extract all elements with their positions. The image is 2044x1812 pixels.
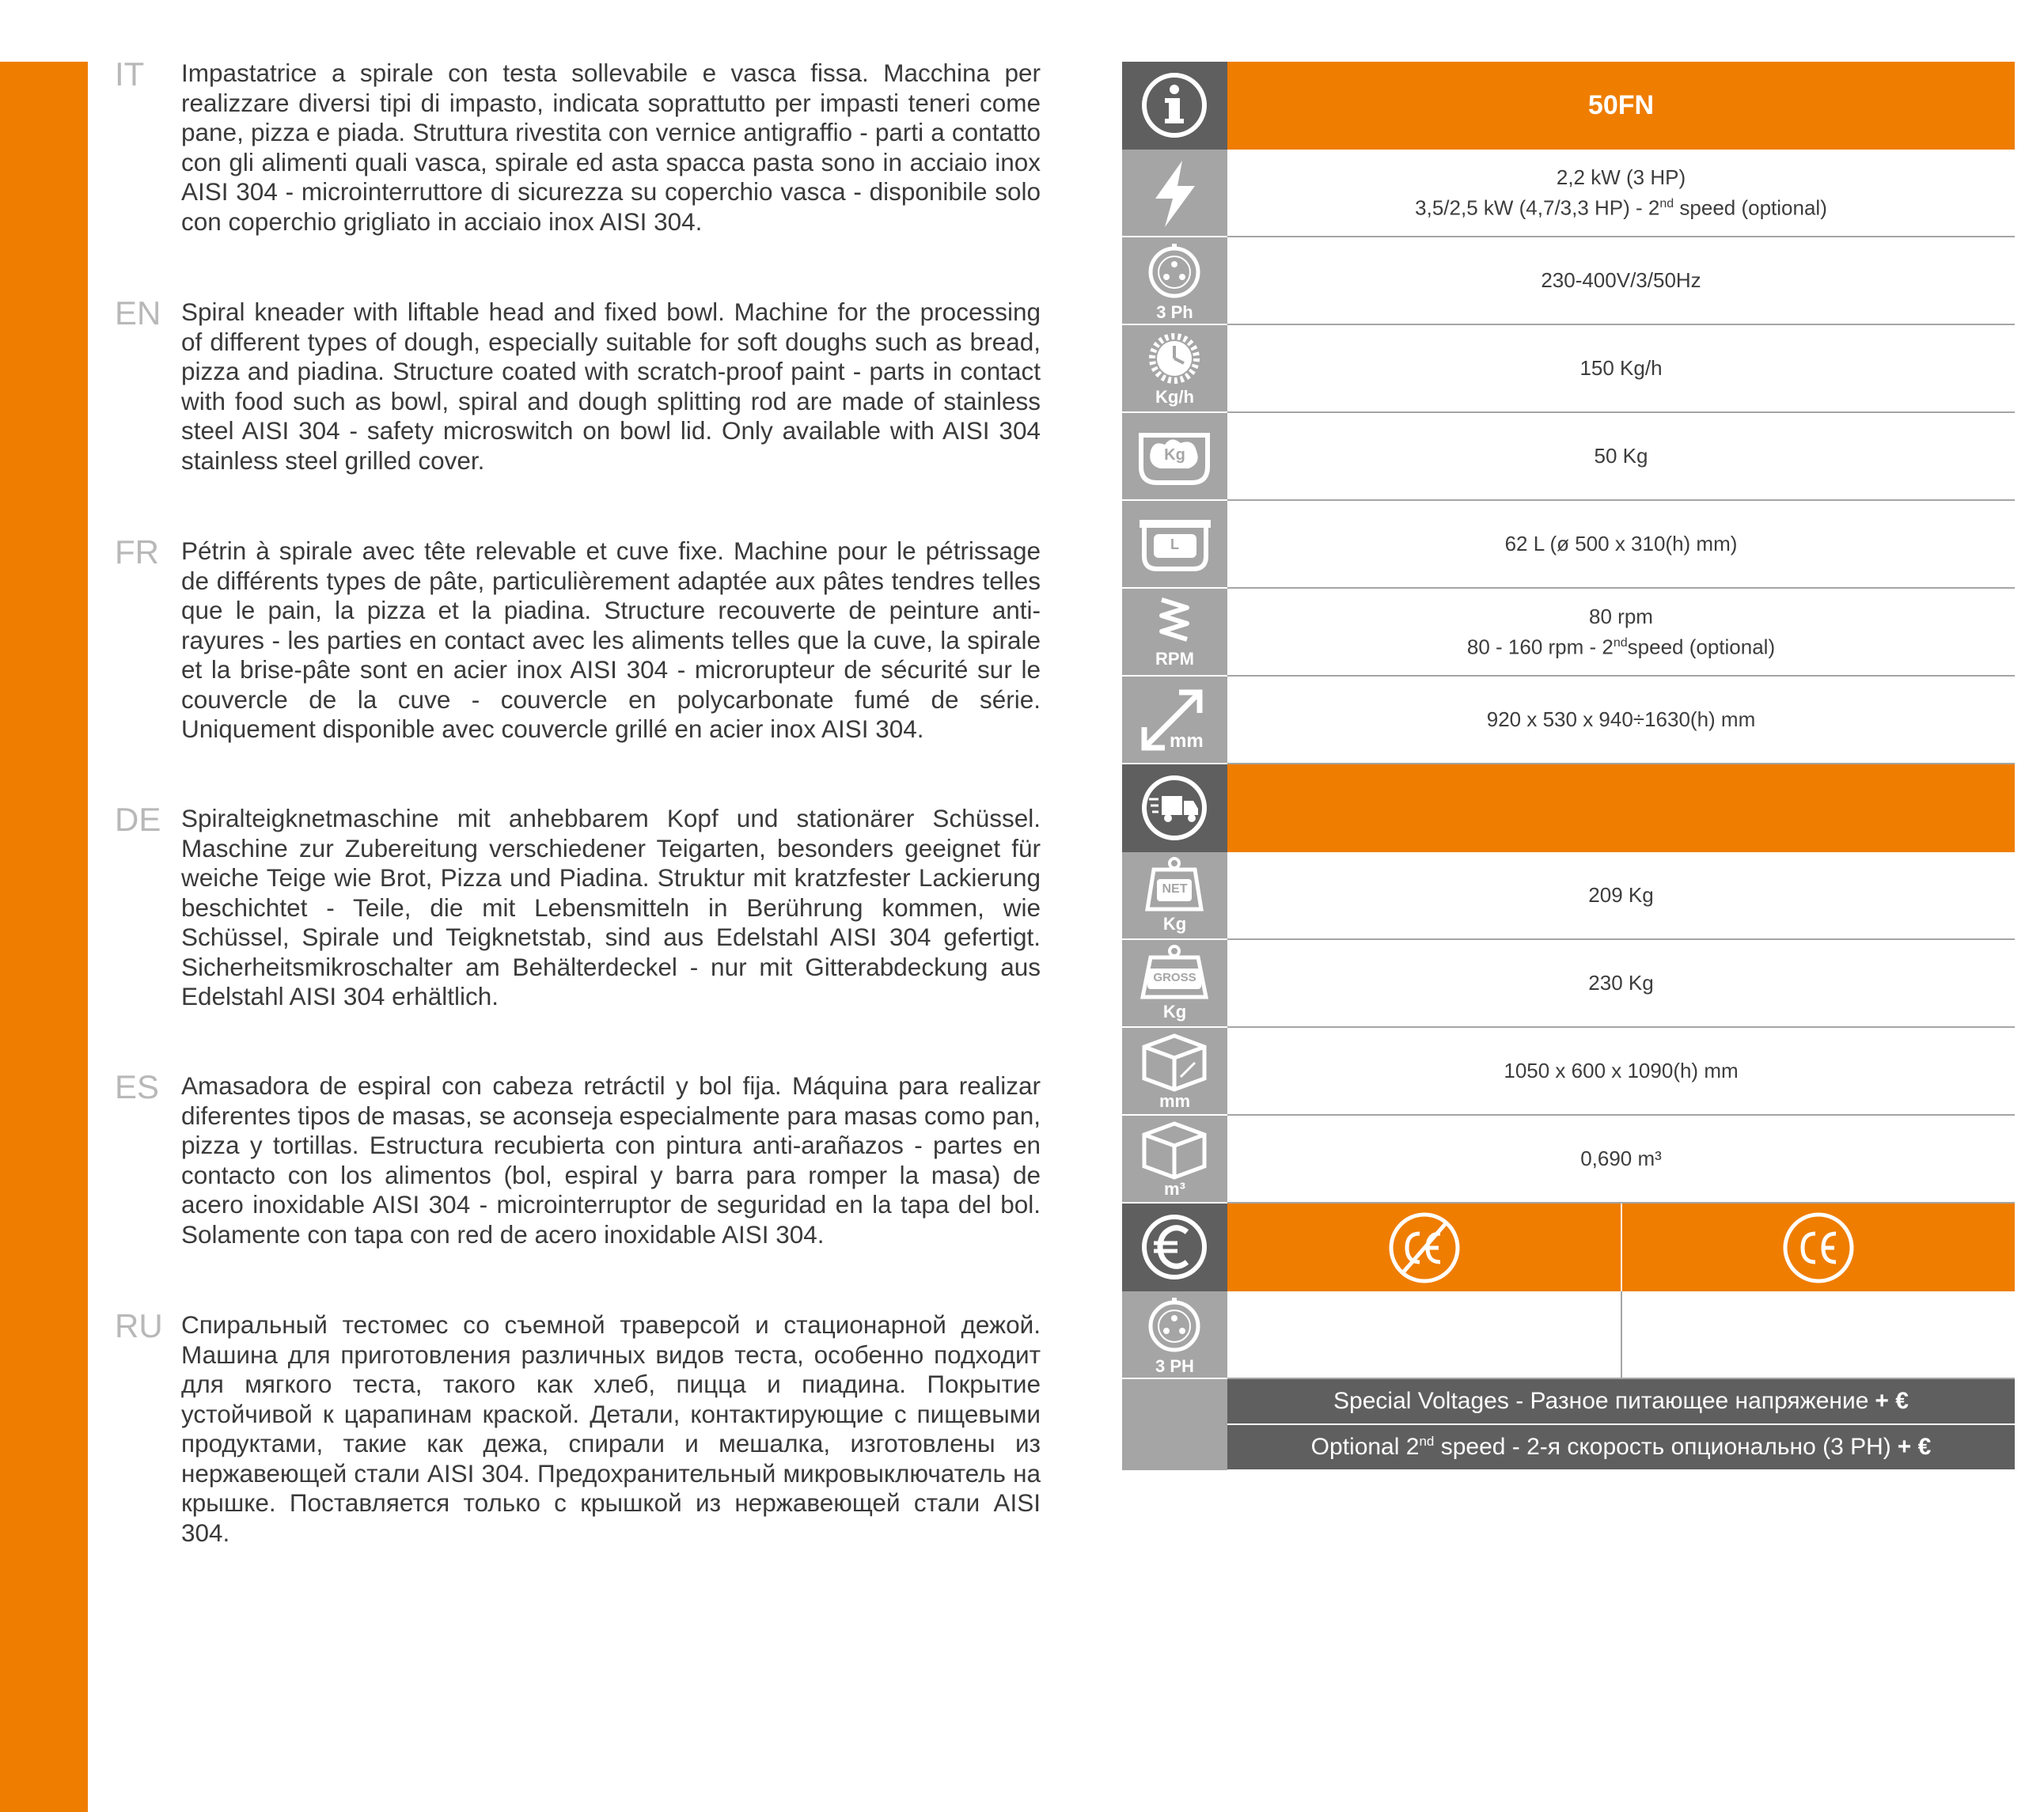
ce-mark-icon bbox=[1780, 1210, 1856, 1286]
spec-row-bowl bbox=[1122, 501, 2015, 589]
description-text: Spiralteigknetmaschine mit anhebbarem Kopf und stationärer Schüssel. Maschine zur Zubereitung verschiedener Teigarten, besonders geeignet für weiche Teige wie Brot, Pizza und Piadina. Struktur mit kratzfester Lackierung beschichtet - Teile, die mit Lebensmitteln in Berührung kommen, wie Schüssel, Spirale und Teigknetstab, sind aus Edelstahl AISI 304 gefertigt. Sicherheitsmikroschalter am Behälterdeckel - nur mit Gitterabdeckung aus Edelstahl AISI 304 erhältlich. bbox=[181, 804, 1041, 1010]
dough-bowl-icon bbox=[1122, 413, 1227, 501]
gross-label: GROSS bbox=[1153, 971, 1196, 984]
volume-value: 0,690 m³ bbox=[1227, 1116, 2015, 1204]
rpm-line-2: 80 - 160 rpm - 2ndspeed (optional) bbox=[1466, 635, 1776, 659]
package-dimensions-value: 1050 x 600 x 1090(h) mm bbox=[1227, 1028, 2015, 1116]
kgh-label: Kg/h bbox=[1155, 387, 1194, 407]
m3-label: m³ bbox=[1164, 1179, 1185, 1199]
net-weight-icon bbox=[1122, 852, 1227, 940]
description-text: Spiral kneader with liftable head and fixed bowl. Machine for the processing of different types of dough, especially suitable for soft doughs such as bread, pizza and piadina. Structure coated with scratch-proof paint - parts in contact with food such as bowl, spiral and dough splitting rod are made of stainless steel AISI 304 - safety microswitch on bowl lid. Only available with AISI 304 stainless steel grilled cover. bbox=[181, 298, 1041, 475]
cell-divider bbox=[1621, 1291, 1622, 1379]
language-code: IT bbox=[115, 55, 145, 93]
ce-mark-cell bbox=[1622, 1204, 2015, 1291]
delivery-truck-icon bbox=[1122, 764, 1227, 852]
rpm-label: RPM bbox=[1155, 649, 1194, 669]
spec-row-voltage bbox=[1122, 237, 2015, 325]
rpm-line-1: 80 rpm bbox=[1589, 604, 1653, 628]
three-phase-plug-icon bbox=[1122, 237, 1227, 325]
liter-label: L bbox=[1170, 536, 1179, 552]
production-clock-icon bbox=[1122, 325, 1227, 413]
dimensions-value: 920 x 530 x 940÷1630(h) mm bbox=[1227, 677, 2015, 764]
description-text: Impastatrice a spirale con testa sollevabile e vasca fissa. Macchina per realizzare diversi tipi di impasto, indicata soprattutto per impasti teneri come pane, pizza e piada. Struttura rivestita con vernice antigraffio - parti a contatto con gli alimenti quali vasca, spirale ed asta spacca pasta sono in acciaio inox AISI 304 - microinterruttore di sicurezza su coperchio vasca - disponibile solo con coperchio grigliato in acciaio inox AISI 304. bbox=[181, 59, 1041, 236]
spec-row-capacity bbox=[1122, 413, 2015, 501]
info-icon bbox=[1122, 62, 1227, 150]
voltage-value: 230-400V/3/50Hz bbox=[1227, 237, 2015, 325]
spec-row-production bbox=[1122, 325, 2015, 413]
spec-row-shipping-header bbox=[1122, 764, 2015, 852]
language-code: FR bbox=[115, 533, 159, 571]
language-code: DE bbox=[115, 801, 161, 838]
spec-row-gross-weight bbox=[1122, 940, 2015, 1028]
package-box-icon bbox=[1122, 1028, 1227, 1116]
accent-side-bar bbox=[0, 62, 88, 1812]
price-plus-euro: + € bbox=[1875, 1388, 1909, 1414]
language-code: RU bbox=[115, 1307, 163, 1344]
gross-weight-value: 230 Kg bbox=[1227, 940, 2015, 1028]
dimensions-arrow-icon bbox=[1122, 677, 1227, 764]
spec-row-net-weight bbox=[1122, 852, 2015, 940]
spiral-icon bbox=[1122, 589, 1227, 677]
kg-label: Kg bbox=[1164, 446, 1185, 464]
production-value: 150 Kg/h bbox=[1227, 325, 2015, 413]
description-text: Amasadora de espiral con cabeza retráctil y bol fija. Máquina para realizar diferentes tipos de masas, se aconseja especialmente para masas como pan, pizza y tortillas. Estructura recubierta con pintura anti-arañazos - partes en contacto con los alimentos (bol, espiral y barra para romper la masa) de acero inoxidable AISI 304 - microinterruptor de seguridad en la tapa del bol. Solamente con tapa con red de acero inoxidable AISI 304. bbox=[181, 1071, 1041, 1249]
rpm-value bbox=[1227, 589, 2015, 677]
optional-speed-bar bbox=[1227, 1425, 2015, 1469]
spec-row-power bbox=[1122, 150, 2015, 237]
spec-row-model bbox=[1122, 62, 2015, 150]
package-volume-icon bbox=[1122, 1116, 1227, 1204]
spec-row-rpm bbox=[1122, 589, 2015, 677]
phase-label: 3 PH bbox=[1155, 1356, 1194, 1376]
price-plus-euro: + € bbox=[1897, 1434, 1932, 1460]
model-name: 50FN bbox=[1227, 62, 2015, 150]
optional-speed-label: Optional 2nd speed - 2-я скорость опционально (3 PH) bbox=[1310, 1434, 1891, 1460]
description-text: Спиральный тестомес со съемной траверсой и стационарной дежой. Машина для приготовления различных видов теста, особенно подходит для мягкого теста, такого как хлеб, пицца и пиадина. Покрытие устойчивой к царапинам краской. Детали, контактирующие с пищевыми продуктами, такие как дежа, спирали и мешалка, изготовлены из нержавеющей стали AISI 304. Предохранительный микровыключатель на крышке. Поставляется только с крышкой из нержавеющей стали AISI 304. bbox=[181, 1310, 1041, 1547]
special-voltages-bar bbox=[1227, 1379, 2015, 1423]
kg-label: Kg bbox=[1162, 914, 1187, 934]
gross-weight-icon bbox=[1122, 940, 1227, 1028]
bowl-volume-icon bbox=[1122, 501, 1227, 589]
language-code: EN bbox=[115, 294, 161, 332]
phase-label: 3 Ph bbox=[1156, 302, 1193, 322]
net-label: NET bbox=[1162, 882, 1188, 896]
lightning-icon bbox=[1122, 150, 1227, 237]
spec-row-dimensions bbox=[1122, 677, 2015, 764]
power-line-2: 3,5/2,5 kW (4,7/3,3 HP) - 2nd speed (optional) bbox=[1415, 195, 1827, 220]
mm-label: mm bbox=[1159, 1091, 1191, 1111]
spec-row-volume bbox=[1122, 1116, 2015, 1204]
euro-icon bbox=[1122, 1204, 1227, 1291]
power-value bbox=[1227, 150, 2015, 237]
spec-row-package-dimensions bbox=[1122, 1028, 2015, 1116]
no-ce-icon bbox=[1386, 1210, 1462, 1286]
mm-label: mm bbox=[1170, 730, 1204, 752]
power-line-1: 2,2 kW (3 HP) bbox=[1556, 165, 1686, 189]
bowl-value: 62 L (ø 500 x 310(h) mm) bbox=[1227, 501, 2015, 589]
special-voltages-label: Special Voltages - Разное питающее напряжение bbox=[1333, 1388, 1869, 1414]
capacity-value: 50 Kg bbox=[1227, 413, 2015, 501]
footer-icon-fill bbox=[1122, 1379, 1227, 1470]
language-code: ES bbox=[115, 1068, 160, 1105]
kg-label: Kg bbox=[1162, 1002, 1187, 1022]
spec-row-price-header bbox=[1122, 1204, 2015, 1291]
no-ce-mark-cell bbox=[1227, 1204, 1621, 1291]
spec-row-price bbox=[1122, 1291, 2015, 1379]
shipping-header-bar bbox=[1227, 764, 2015, 852]
net-weight-value: 209 Kg bbox=[1227, 852, 2015, 940]
description-text: Pétrin à spirale avec tête relevable et cuve fixe. Machine pour le pétrissage de différents types de pâte, particulièrement adaptée aux pâtes tendres telles que le pain, la pizza et la piadina. Structure recouverte de peinture anti-rayures - les parties en contact avec les aliments telles que la cuve, la spirale et la brise-pâte sont en acier inox AISI 304 - microrupteur de sécurité sur le couvercle de la cuve - couvercle en polycarbonate fumé de série. Uniquement disponible avec couvercle grillé en acier inox AISI 304. bbox=[181, 536, 1041, 743]
three-phase-plug-icon bbox=[1122, 1291, 1227, 1379]
